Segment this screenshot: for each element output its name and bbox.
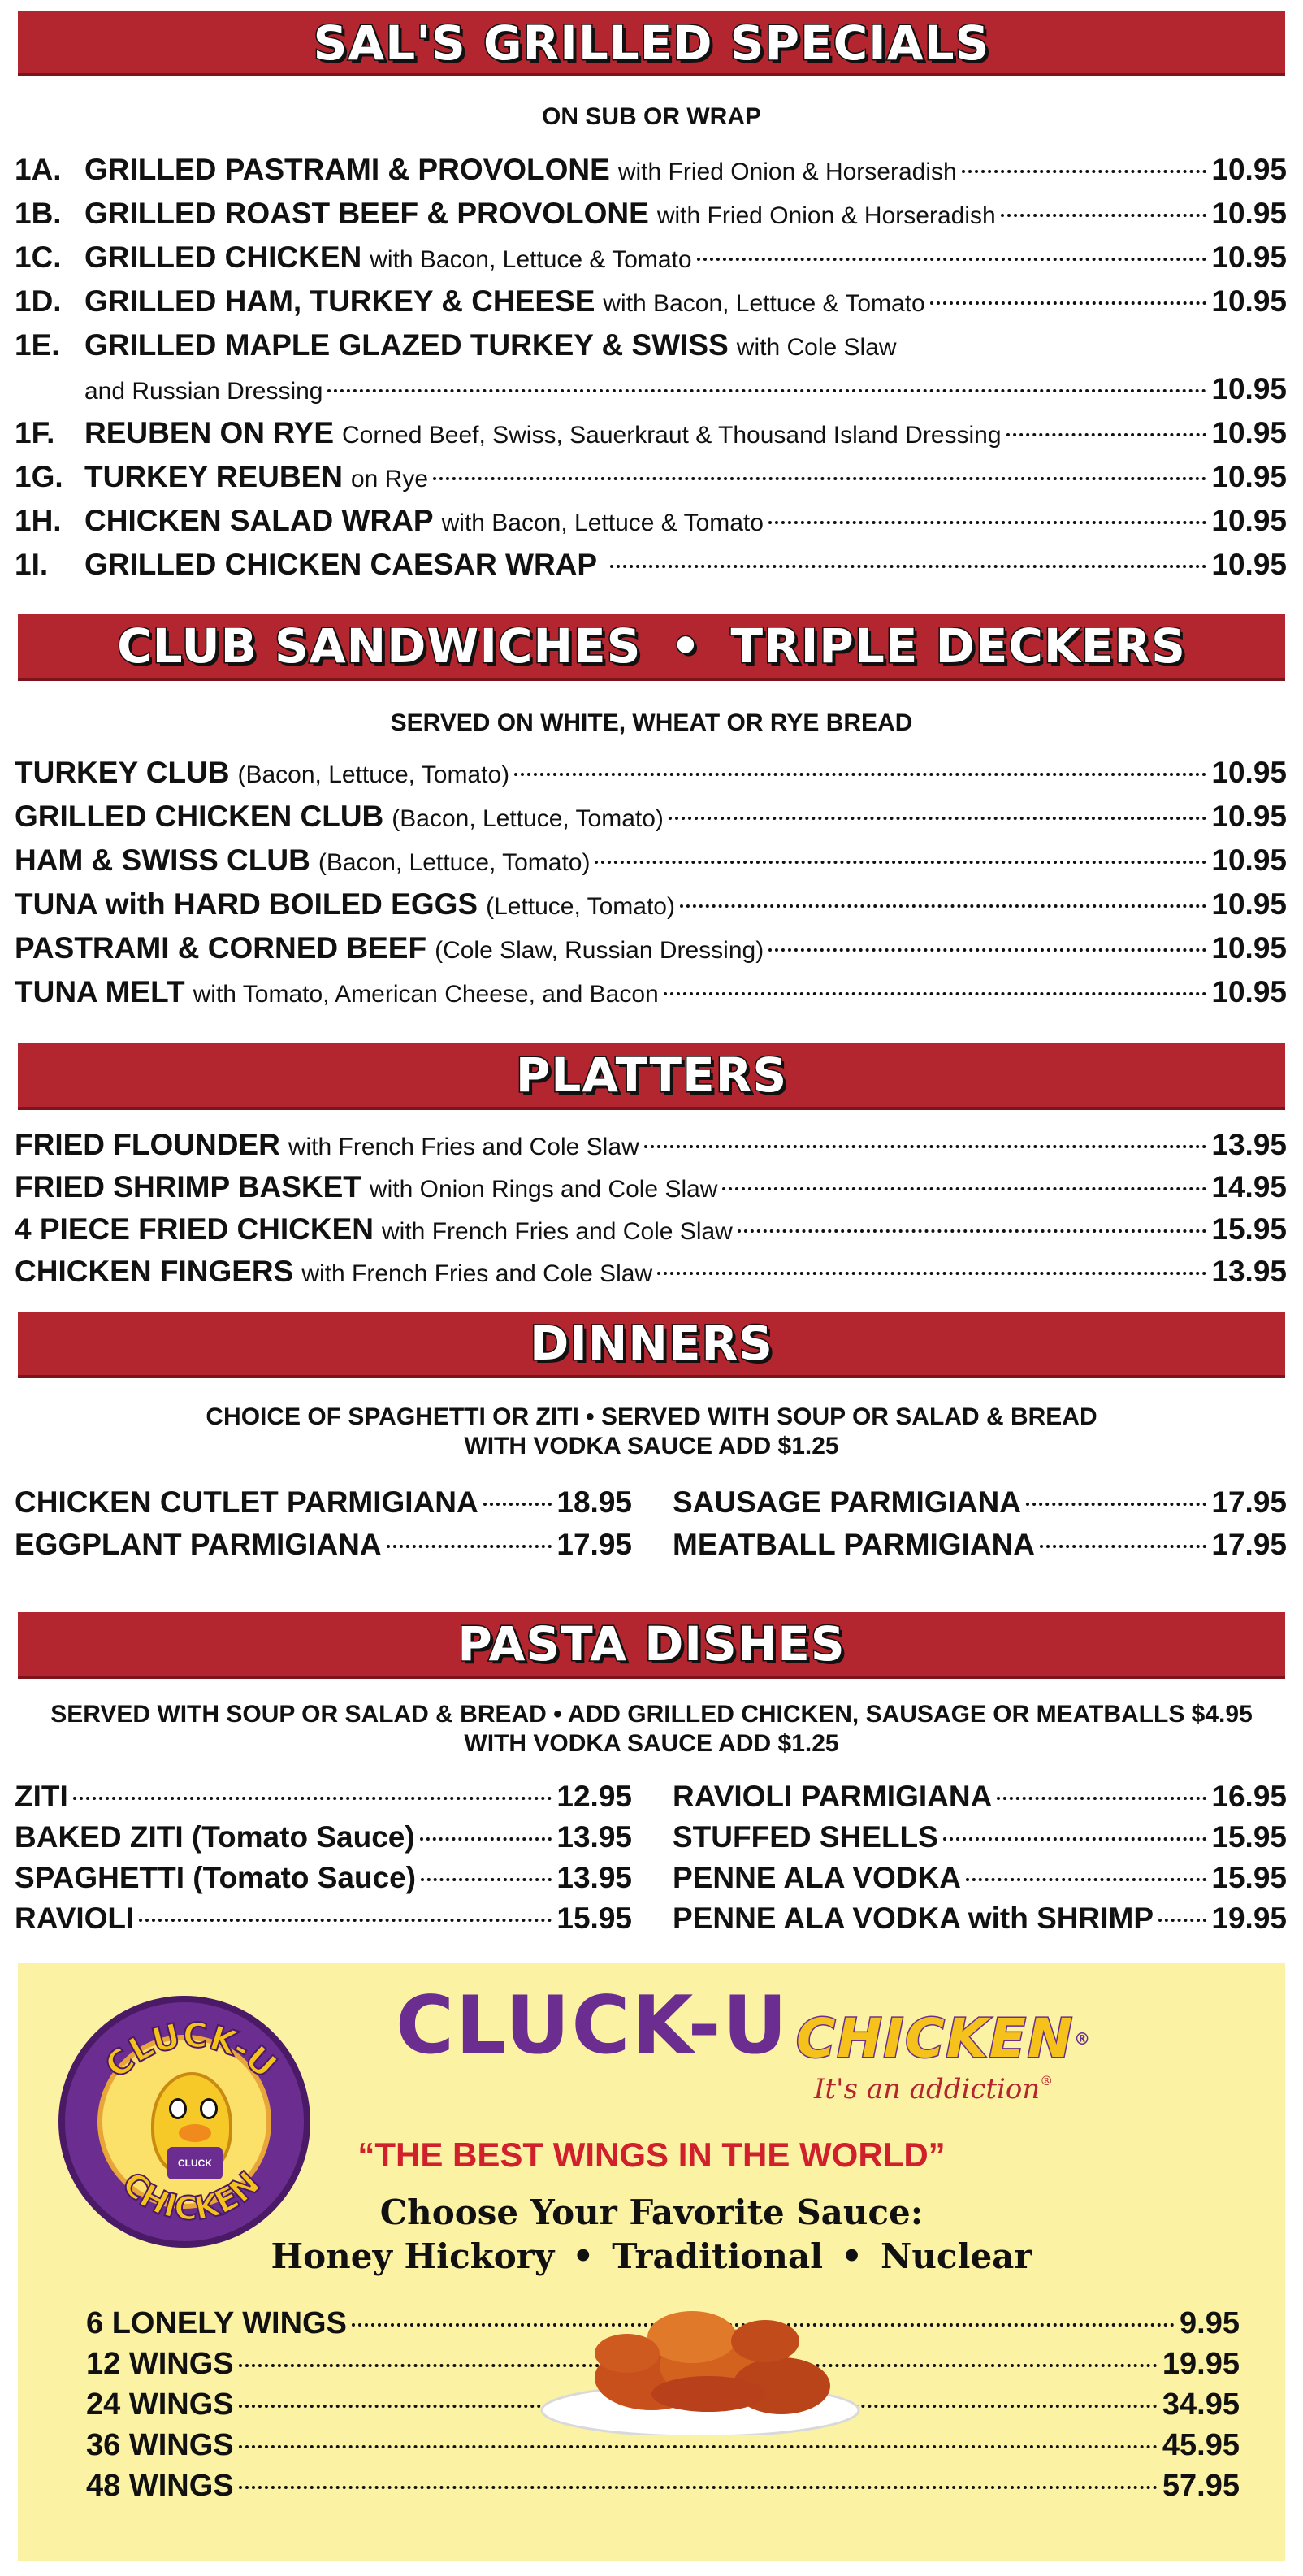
menu-item: HAM & SWISS CLUB (Bacon, Lettuce, Tomato) 10.95 (15, 843, 1287, 877)
menu-item-line1: 1E. GRILLED MAPLE GLAZED TURKEY & SWISS with Cole Slaw (15, 328, 897, 362)
dot-leader (962, 170, 1207, 173)
menu-item: 1I. GRILLED CHICKEN CAESAR WRAP 10.95 (15, 548, 1287, 581)
specials-title: SAL'S GRILLED SPECIALS (313, 15, 990, 71)
menu-item: 1A. GRILLED PASTRAMI & PROVOLONE with Fried Onion & Horseradish 10.95 (15, 153, 1287, 186)
menu-item: CHICKEN CUTLET PARMIGIANA 18.95 (15, 1485, 632, 1519)
dot-leader (644, 1145, 1207, 1148)
dinners-title: DINNERS (530, 1316, 773, 1371)
dot-leader (1040, 1545, 1206, 1548)
specials-banner (18, 11, 1285, 76)
dinners-banner (18, 1312, 1285, 1378)
menu-item: TUNA with HARD BOILED EGGS (Lettuce, Tomato) 10.95 (15, 887, 1287, 921)
dot-leader (239, 2486, 1158, 2489)
menu-item: 4 PIECE FRIED CHICKEN with French Fries and Cole Slaw 15.95 (15, 1212, 1287, 1246)
cluck-u-promo (18, 1963, 1285, 2561)
pasta-title: PASTA DISHES (457, 1616, 846, 1672)
menu-item: CHICKEN FINGERS with French Fries and Cole Slaw 13.95 (15, 1255, 1287, 1288)
dot-leader (483, 1503, 552, 1506)
wing-item: 36 WINGS 45.95 (86, 2428, 1240, 2462)
dot-leader (768, 948, 1206, 952)
dot-leader (327, 389, 1206, 392)
dot-leader (1158, 1919, 1206, 1922)
menu-item: TUNA MELT with Tomato, American Cheese, and Bacon 10.95 (15, 975, 1287, 1008)
dot-leader (514, 773, 1206, 776)
dot-leader (610, 565, 1206, 568)
menu-item: MEATBALL PARMIGIANA 17.95 (673, 1528, 1287, 1561)
menu-item: 1G. TURKEY REUBEN on Rye 10.95 (15, 460, 1287, 493)
menu-item-line2: and Russian Dressing 10.95 (84, 372, 1287, 405)
dinners-vodka-note: WITH VODKA SAUCE ADD $1.25 (464, 1433, 839, 1459)
menu-item: SPAGHETTI (Tomato Sauce) 13.95 (15, 1861, 632, 1894)
wings-plate-icon (538, 2288, 863, 2435)
menu-item: FRIED FLOUNDER with French Fries and Cole Slaw 13.95 (15, 1128, 1287, 1161)
dot-leader (1026, 1503, 1206, 1506)
menu-item: BAKED ZITI (Tomato Sauce) 13.95 (15, 1820, 632, 1854)
sauce-options: Honey Hickory • Traditional • Nuclear (271, 2236, 1032, 2276)
wing-item: 6 LONELY WINGS 9.95 (86, 2306, 1240, 2340)
menu-item: 1C. GRILLED CHICKEN with Bacon, Lettuce & Tomato 10.95 (15, 241, 1287, 274)
dot-leader (239, 2445, 1158, 2448)
menu-item: STUFFED SHELLS 15.95 (673, 1820, 1287, 1854)
dot-leader (997, 1797, 1206, 1800)
menu-item: 1B. GRILLED ROAST BEEF & PROVOLONE with Fried Onion & Horseradish 10.95 (15, 197, 1287, 230)
dot-leader (943, 1837, 1207, 1841)
club-subtitle: SERVED ON WHITE, WHEAT OR RYE BREAD (390, 709, 913, 736)
club-title: CLUB SANDWICHES • TRIPLE DECKERS (117, 618, 1186, 674)
brand-name: CLUCK-U (396, 1980, 790, 2072)
menu-item: ZITI 12.95 (15, 1780, 632, 1813)
platters-banner (18, 1043, 1285, 1110)
dot-leader (768, 521, 1206, 524)
dot-leader (1006, 433, 1207, 436)
menu-item: GRILLED CHICKEN CLUB (Bacon, Lettuce, Tomato) 10.95 (15, 800, 1287, 833)
dot-leader (595, 861, 1206, 864)
menu-item: PENNE ALA VODKA 15.95 (673, 1861, 1287, 1894)
dot-leader (697, 258, 1207, 261)
dot-leader (139, 1919, 552, 1922)
dot-leader (1001, 214, 1207, 217)
dinners-subtitle: CHOICE OF SPAGHETTI OR ZITI • SERVED WITH SOUP OR SALAD & BREAD (206, 1403, 1097, 1430)
menu-item: RAVIOLI PARMIGIANA 16.95 (673, 1780, 1287, 1813)
wing-item: 12 WINGS 19.95 (86, 2347, 1240, 2381)
dot-leader (657, 1272, 1206, 1275)
menu-item: 1D. GRILLED HAM, TURKEY & CHEESE with Bacon, Lettuce & Tomato 10.95 (15, 284, 1287, 318)
slogan: “THE BEST WINGS IN THE WORLD” (357, 2136, 946, 2174)
pasta-subtitle: SERVED WITH SOUP OR SALAD & BREAD • ADD GRILLED CHICKEN, SAUSAGE OR MEATBALLS $4.95 (50, 1701, 1253, 1728)
menu-item: RAVIOLI 15.95 (15, 1902, 632, 1935)
dot-leader (738, 1229, 1207, 1233)
menu-item: EGGPLANT PARMIGIANA 17.95 (15, 1528, 632, 1561)
menu-item: 1F. REUBEN ON RYE Corned Beef, Swiss, Sauerkraut & Thousand Island Dressing 10.95 (15, 416, 1287, 449)
svg-text:CHICKEN: CHICKEN (114, 2164, 268, 2228)
pasta-banner (18, 1612, 1285, 1679)
mascot-apron: CLUCK (167, 2147, 223, 2179)
dot-leader (966, 1878, 1206, 1881)
menu-item: PENNE ALA VODKA with SHRIMP 19.95 (673, 1902, 1287, 1935)
dot-leader (387, 1545, 552, 1548)
menu-item: 1H. CHICKEN SALAD WRAP with Bacon, Lettuce & Tomato 10.95 (15, 504, 1287, 537)
dot-leader (669, 817, 1207, 820)
dot-leader (420, 1837, 552, 1841)
menu-item: FRIED SHRIMP BASKET with Onion Rings and Cole Slaw 14.95 (15, 1170, 1287, 1203)
pasta-vodka-note: WITH VODKA SAUCE ADD $1.25 (464, 1730, 839, 1757)
menu-item: SAUSAGE PARMIGIANA 17.95 (673, 1485, 1287, 1519)
dot-leader (722, 1187, 1206, 1190)
menu-item: TURKEY CLUB (Bacon, Lettuce, Tomato) 10.95 (15, 756, 1287, 789)
menu-item: PASTRAMI & CORNED BEEF (Cole Slaw, Russian Dressing) 10.95 (15, 931, 1287, 965)
dot-leader (664, 992, 1207, 995)
dot-leader (930, 301, 1207, 305)
platters-title: PLATTERS (515, 1047, 788, 1103)
wing-item: 24 WINGS 34.95 (86, 2387, 1240, 2422)
wing-item: 48 WINGS 57.95 (86, 2469, 1240, 2503)
svg-text:CLUCK-U: CLUCK-U (97, 2014, 285, 2087)
dot-leader (433, 477, 1206, 480)
dot-leader (421, 1878, 552, 1881)
club-banner (18, 614, 1285, 681)
specials-subtitle: ON SUB OR WRAP (542, 103, 761, 130)
sauce-title: Choose Your Favorite Sauce: (379, 2192, 924, 2232)
brand-chicken: CHICKEN® (796, 2007, 1093, 2070)
brand-tagline: It's an addiction® (814, 2073, 1054, 2105)
dot-leader (680, 904, 1206, 908)
dot-leader (73, 1797, 552, 1800)
